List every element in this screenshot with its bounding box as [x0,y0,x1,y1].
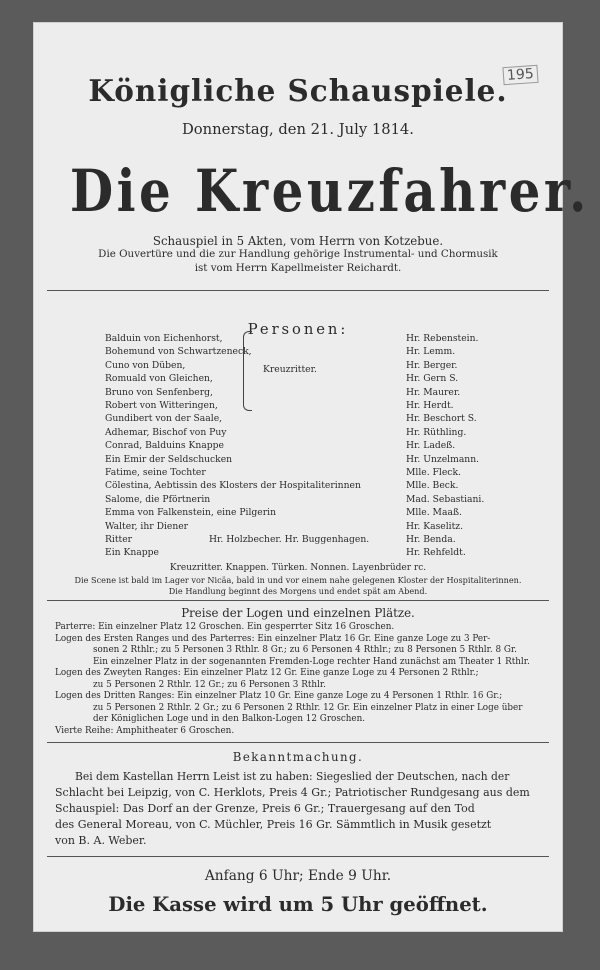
cast-role: Emma von Falkenstein, eine Pilgerin [105,507,276,519]
price-line: Ein einzelner Platz in der sogenannten Fremden-Loge rechter Hand zunächst am Theater 1 Rthlr. [93,656,530,667]
extras-line: Kreuzritter. Knappen. Türken. Nonnen. Layenbrüder rc. [169,562,427,573]
cast-actor: Hr. Herdt. [406,400,454,411]
announcement-line: Schauspiel: Das Dorf an der Grenze, Preis 6 Gr.; Trauergesang auf den Tod [55,802,475,815]
price-line: der Königlichen Loge und in den Balkon-Logen 12 Groschen. [93,714,366,724]
music-credit-line-1: Die Ouvertüre und die zur Handlung gehörige Instrumental- und Chormusik [98,248,498,260]
cast-actor: Hr. Maurer. [406,386,461,398]
cast-actor: Hr. Lemm. [406,346,456,358]
theatre-title: Königliche Schauspiele. [88,74,508,109]
cast-actor: Hr. Berger. [406,359,458,371]
cast-actor: Mad. Sebastiani. [406,493,485,505]
cast-actor: Hr. Beschort S. [406,413,477,425]
cast-role: Conrad, Balduins Knappe [105,440,224,452]
cast-actor: Hr. Kaselitz. [406,520,464,532]
cast-actor: Hr. Rebenstein. [406,333,479,344]
playbill-sheet [33,22,590,932]
cast-role: Salome, die Pförtnerin [105,493,211,505]
price-line: Parterre: Ein einzelner Platz 12 Groschen. Ein gesperrter Sitz 16 Groschen. [55,622,395,632]
cast-role: Romuald von Gleichen, [105,373,213,385]
price-line: Logen des Zweyten Ranges: Ein einzelner Platz 12 Gr. Eine ganze Loge zu 4 Personen 2 Rthlr.; [55,668,479,678]
cast-role: Cuno von Düben, [105,359,186,371]
performance-date: Donnerstag, den 21. July 1814. [182,120,414,138]
cast-actor: Hr. Unzelmann. [406,453,480,465]
knappe-role: Ein Knappe [105,547,159,558]
cast-role: Balduin von Eichenhorst, [105,333,223,344]
cast-role: Bohemund von Schwartzeneck, [105,346,252,358]
cast-actor: Hr. Rüthling. [406,426,467,438]
cast-actor: Mlle. Fleck. [406,467,461,478]
price-line: zu 5 Personen 2 Rthlr. 12 Gr.; zu 6 Personen 3 Rthlr. [93,679,326,690]
start-end-time: Anfang 6 Uhr; Ende 9 Uhr. [204,868,392,884]
divider [47,742,549,743]
brace-bracket [243,331,252,411]
cast-role: Ein Emir der Seldschucken [105,453,233,465]
cast-actor: Mlle. Beck. [406,480,459,492]
price-line: Logen des Ersten Ranges und des Parterres: Ein einzelner Platz 16 Gr. Eine ganze Loge zu 3 Per- [55,633,491,644]
cast-role: Adhemar, Bischof von Puy [105,426,227,438]
cast-actor: Hr. Ladeß. [406,440,456,452]
cast-role: Cölestina, Aebtissin des Klosters der Hospitaliterinnen [105,480,361,492]
prices-heading: Preise der Logen und einzelnen Plätze. [181,606,415,620]
cast-role: Walter, ihr Diener [105,520,189,532]
music-credit-line-2: ist vom Herrn Kapellmeister Reichardt. [194,262,402,274]
divider [47,856,549,857]
announcement-line: Bei dem Kastellan Herrn Leist ist zu haben: Siegeslied der Deutschen, nach der [75,770,510,783]
announcement-heading: Bekanntmachung. [232,750,364,764]
ritter-role: Ritter [105,534,133,545]
price-line: sonen 2 Rthlr.; zu 5 Personen 3 Rthlr. 8 Gr.; zu 6 Personen 4 Rthlr.; zu 8 Personen 5 Rthlr. 8 Gr. [93,645,517,655]
price-line: Vierte Reihe: Amphitheater 6 Groschen. [55,725,235,736]
divider [47,290,549,291]
play-title: Die Kreuzfahrer. [69,157,590,225]
announcement-line: des General Moreau, von C. Müchler, Preis 16 Gr. Sämmtlich in Musik gesetzt [55,818,492,831]
price-line: zu 5 Personen 2 Rthlr. 2 Gr.; zu 6 Personen 2 Rthlr. 12 Gr. Ein einzelner Platz in einer Loge über [93,702,523,713]
cast-actor: Hr. Gern S. [406,373,459,385]
ritter-actors: Hr. Holzbecher. Hr. Buggenhagen. [209,534,370,545]
cast-role: Bruno von Senfenberg, [105,386,213,398]
personen-heading: Personen: [247,320,349,338]
announcement-line: von B. A. Weber. [55,834,147,847]
scene-line-1: Die Scene ist bald im Lager vor Nicäa, bald in und vor einem nahe gelegenen Kloster der Hospitaliterinnen. [74,575,522,585]
price-line: Logen des Dritten Ranges: Ein einzelner Platz 10 Gr. Eine ganze Loge zu 4 Personen 1 Rthlr. 16 Gr.; [55,691,503,701]
box-office-opening: Die Kasse wird um 5 Uhr geöffnet. [108,892,488,916]
cast-role: Gundibert von der Saale, [105,413,223,425]
cast-role: Fatime, seine Tochter [105,467,206,478]
announcement-line: Schlacht bei Leipzig, von C. Herklots, Preis 4 Gr.; Patriotischer Rundgesang aus dem [55,786,530,799]
play-subtitle: Schauspiel in 5 Akten, vom Herrn von Kotzebue. [152,234,444,248]
divider [47,600,549,601]
cast-actor: Mlle. Maaß. [406,507,462,519]
scene-line-2: Die Handlung beginnt des Morgens und endet spät am Abend. [168,586,428,596]
archive-number: 195 [502,65,538,85]
ritter-actor-last: Hr. Benda. [406,534,456,545]
knappe-actor: Hr. Rehfeldt. [406,547,466,558]
brace-label: Kreuzritter. [263,364,317,375]
cast-role: Robert von Witteringen, [105,400,218,411]
